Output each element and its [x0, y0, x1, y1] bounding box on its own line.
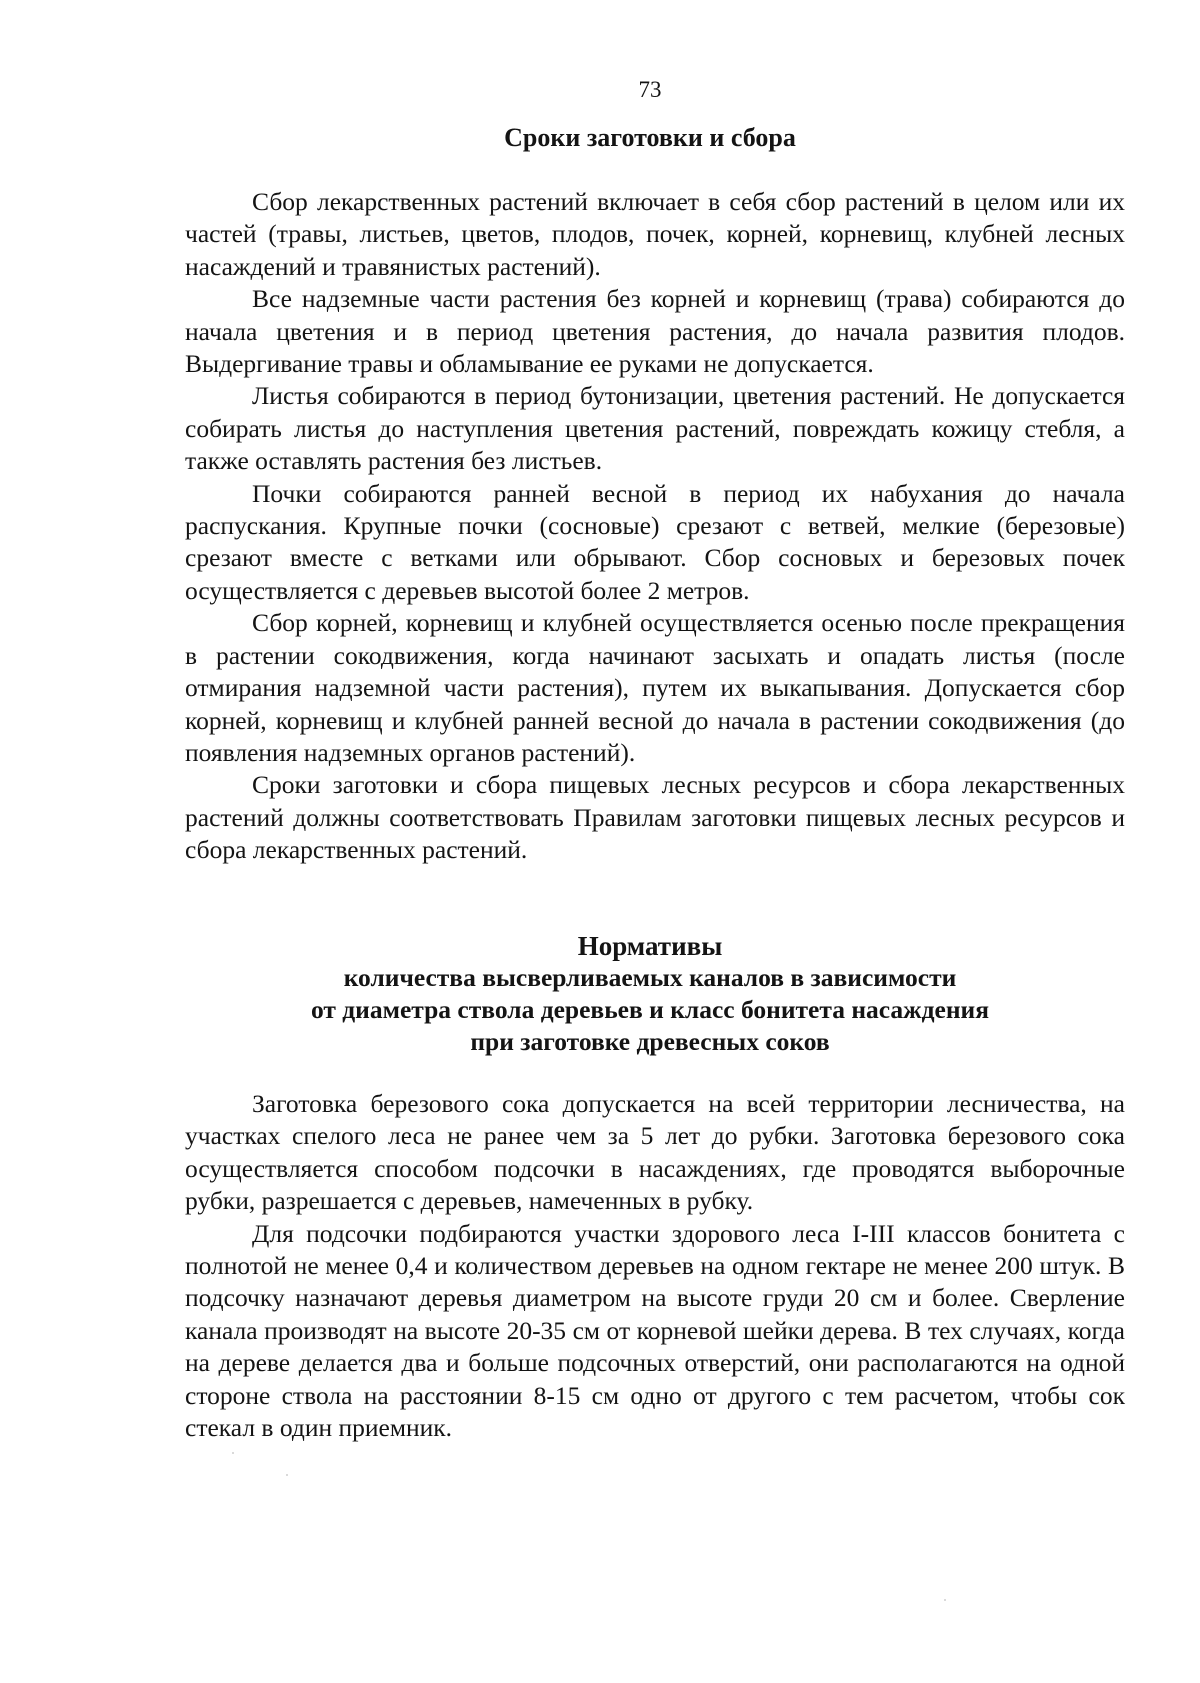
heading-line: Нормативы	[577, 931, 723, 961]
section-title-harvest-terms: Сроки заготовки и сбора	[504, 123, 796, 152]
paragraph: Сроки заготовки и сбора пищевых лесных ресурсов и сбора лекарственных растений должны соответствовать Правилам заготовки пищевых лесных ресурсов и сбора лекарственных растений.	[185, 770, 1125, 865]
paragraph: Все надземные части растения без корней и корневищ (трава) собираются до начала цветения и в период цветения растения, до начала развития плодов. Выдергивание травы и обламывание ее руками не допускается.	[185, 284, 1125, 379]
heading-line: от диаметра ствола деревьев и класс бонитета насаждения	[310, 995, 990, 1024]
page-number: 73	[638, 77, 662, 102]
scan-speck	[944, 1599, 946, 1601]
section-body-harvest-terms	[185, 186, 1125, 867]
scan-speck	[286, 1474, 288, 1476]
heading-line: при заготовке древесных соков	[470, 1027, 830, 1056]
section-body-sap-norms	[185, 1088, 1125, 1444]
scan-speck	[232, 1452, 234, 1454]
section-heading-sap-norms	[0, 930, 1200, 1058]
paragraph: Сбор корней, корневищ и клубней осуществляется осенью после прекращения в растении сокодвижения, когда начинают засыхать и опадать листья (после отмирания надземной части растения), путем их выкапывания. Допускается сбор корней, корневищ и клубней ранней весной до начала в растении сокодвижения (до появления надземных органов растений).	[185, 608, 1125, 767]
paragraph: Листья собираются в период бутонизации, цветения растений. Не допускается собирать листья до наступления цветения растений, повреждать кожицу стебля, а также оставлять растения без листьев.	[185, 381, 1125, 476]
paragraph: Заготовка березового сока допускается на всей территории лесничества, на участках спелого леса не ранее чем за 5 лет до рубки. Заготовка березового сока осуществляется способом подсочки в насаждениях, где проводятся выборочные рубки, разрешается с деревьев, намеченных в рубку.	[185, 1089, 1125, 1216]
heading-line: количества высверливаемых каналов в зависимости	[343, 963, 957, 992]
paragraph: Сбор лекарственных растений включает в себя сбор растений в целом или их частей (травы, листьев, цветов, плодов, почек, корней, корневищ, клубней лесных насаждений и травянистых растений).	[185, 187, 1125, 281]
paragraph: Для подсочки подбираются участки здорового леса I-III классов бонитета с полнотой не менее 0,4 и количеством деревьев на одном гектаре не менее 200 штук. В подсочку назначают деревья диаметром на высоте груди 20 см и более. Сверление канала производят на высоте 20-35 см от корневой шейки дерева. В тех случаях, когда на дереве делается два и больше подсочных отверстий, они располагаются на одной стороне ствола на расстоянии 8-15 см одно от другого с тем расчетом, чтобы сок стекал в один приемник.	[185, 1218, 1125, 1443]
paragraph: Почки собираются ранней весной в период их набухания до начала распускания. Крупные почки (сосновые) срезают с ветвей, мелкие (березовые) срезают вместе с ветками или обрывают. Сбор сосновых и березовых почек осуществляется с деревьев высотой более 2 метров.	[185, 478, 1125, 605]
